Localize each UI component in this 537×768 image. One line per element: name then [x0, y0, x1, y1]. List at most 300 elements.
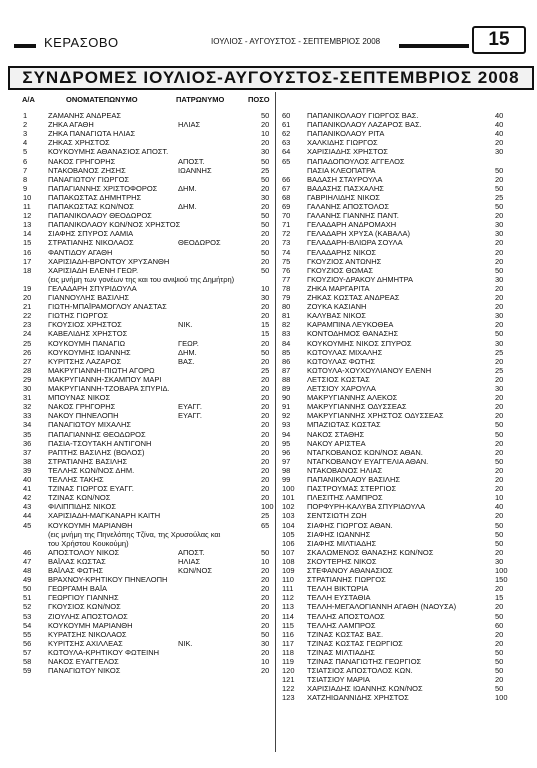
row-number: 17 — [23, 256, 32, 266]
subscription-amount: 50 — [495, 538, 504, 548]
row-number: 92 — [282, 411, 291, 421]
row-number: 43 — [23, 502, 32, 512]
subscription-amount: 10 — [261, 657, 270, 666]
row-number: 53 — [23, 611, 32, 621]
subscriber-name: ΚΩΤΟΥΛΑ-ΚΡΗΤΙΚΟΥ ΦΩΤΕΙΝΗ — [48, 647, 160, 657]
subscriber-name: ΚΩΤΟΥΛΑ-ΧΟΥΧΟΥΛΙΑΝΟΥ ΕΛΕΝΗ — [307, 365, 432, 375]
subscriber-patronym: ΕΥΑΓΓ. — [178, 402, 202, 412]
subscriber-name: ΧΑΡΙΣΙΑΔΗΣ ΙΩΑΝΝΗΣ ΚΩΝ/ΝΟΣ — [307, 684, 423, 694]
subscription-amount: 20 — [261, 311, 270, 321]
row-number: 39 — [23, 465, 32, 475]
section-title: ΣΥΝΔΡΟΜΕΣ ΙΟΥΛΙΟΣ-ΑΥΓΟΥΣΤΟΣ-ΣΕΠΤΕΜΒΡΙΟΣ 2008 — [8, 66, 534, 90]
subscription-amount: 10 — [261, 129, 270, 139]
row-number: 106 — [282, 538, 295, 548]
subscriber-name: ΣΚΑΛΩΜΕΝΟΣ ΘΑΝΑΣΗΣ ΚΩΝ/ΝΟΣ — [307, 547, 434, 557]
row-number: 81 — [282, 311, 291, 321]
row-number: 123 — [282, 693, 295, 703]
row-number: 66 — [282, 174, 291, 184]
newspaper-name: ΚΕΡΑΣΟΒΟ — [44, 35, 119, 50]
row-number: 93 — [282, 420, 291, 430]
row-number: 86 — [282, 356, 291, 366]
subscriber-name: ΒΑΪΛΑΣ ΦΩΤΗΣ — [48, 566, 104, 575]
row-number: 35 — [23, 429, 32, 439]
subscriber-name: ΤΖΙΝΑΣ ΚΩΝ/ΝΟΣ — [48, 493, 111, 503]
row-number: 55 — [23, 629, 32, 639]
subscriber-patronym: ΝΙΚ. — [178, 320, 193, 330]
row-number: 33 — [23, 411, 32, 421]
subscription-amount: 50 — [261, 629, 270, 639]
subscriber-name: ΝΑΚΟΣ ΓΡΗΓΟΡΗΣ — [48, 156, 116, 166]
subscription-amount: 30 — [495, 384, 504, 393]
subscriber-name: ΖΟΥΚΑ ΚΑΣΙΑΝΗ — [307, 302, 367, 312]
subscriber-name: ΚΩΤΟΥΛΑΣ ΦΩΤΗΣ — [307, 356, 376, 366]
subscriber-name: του Χρήστου Κουκούμη) — [48, 538, 129, 548]
subscriber-name: ΤΖΙΝΑΣ ΚΩΣΤΑΣ ΓΕΩΡΓΙΟΣ — [307, 638, 403, 648]
subscriber-name: ΝΤΑΓΚΟΒΑΝΟΣ ΚΩΝ/ΝΟΣ ΑΘΑΝ. — [307, 447, 423, 457]
subscriber-name: ΜΑΚΡΥΓΙΑΝΝΗΣ ΑΛΕΚΟΣ — [307, 393, 398, 403]
subscription-amount: 20 — [495, 138, 504, 148]
row-number: 8 — [23, 174, 28, 184]
row-number: 41 — [23, 484, 32, 494]
row-number: 65 — [282, 156, 291, 166]
row-number: 16 — [23, 247, 32, 257]
subscription-amount: 50 — [261, 111, 270, 120]
subscription-amount: 25 — [495, 365, 504, 375]
row-number: 60 — [282, 111, 291, 120]
row-number: 54 — [23, 620, 32, 630]
subscriber-patronym: ΚΩΝ/ΝΟΣ — [178, 566, 212, 575]
subscriber-name: ΠΑΠΑΝΙΚΟΛΑΟΥ ΡΙΤΑ — [307, 129, 385, 139]
row-number: 63 — [282, 138, 291, 148]
row-number: 11 — [23, 202, 31, 211]
row-number: 76 — [282, 265, 291, 275]
row-number: 77 — [282, 274, 291, 284]
subscriber-name: ΓΚΟΥΣΙΟΣ ΚΩΝ/ΝΟΣ — [48, 602, 121, 612]
subscription-amount: 30 — [495, 220, 504, 230]
row-number: 100 — [282, 484, 295, 494]
row-number: 68 — [282, 192, 291, 202]
subscription-amount: 50 — [261, 156, 270, 166]
row-number: 48 — [23, 566, 32, 575]
row-number: 108 — [282, 556, 295, 566]
column-divider — [275, 92, 276, 752]
subscription-amount: 20 — [261, 438, 270, 448]
row-number: 119 — [282, 657, 294, 666]
subscription-amount: 20 — [261, 447, 270, 457]
row-number: 6 — [23, 156, 28, 166]
subscription-amount: 50 — [261, 211, 270, 221]
subscription-amount: 20 — [495, 602, 504, 612]
subscriber-name: ΝΑΚΟΣ ΣΤΑΘΗΣ — [307, 429, 365, 439]
subscriber-name: ΠΑΠΑΓΙΑΝΝΗΣ ΘΕΟΔΩΡΟΣ — [48, 429, 146, 439]
row-number: 5 — [23, 147, 28, 157]
subscription-amount: 15 — [261, 320, 270, 330]
subscriber-name: ΜΠΟΥΝΑΣ ΝΙΚΟΣ — [48, 393, 111, 403]
subscription-amount: 10 — [495, 493, 504, 503]
subscription-amount: 50 — [495, 183, 504, 193]
subscriber-patronym: ΕΥΑΓΓ. — [178, 411, 202, 421]
subscriber-name: ΒΑΔΑΣΗΣ ΠΑΣΧΑΛΗΣ — [307, 183, 384, 193]
row-number: 109 — [282, 566, 295, 575]
row-number: 27 — [23, 356, 32, 366]
subscriber-name: ΣΕΝΤΣΙΩΤΗ ΖΩΗ — [307, 511, 367, 521]
row-number: 61 — [282, 120, 291, 130]
subscription-amount: 20 — [261, 393, 270, 403]
subscription-amount: 50 — [261, 174, 270, 184]
row-number: 56 — [23, 638, 32, 648]
subscriber-name: ΠΑΝΑΓΙΩΤΟΥ ΓΙΩΡΓΟΣ — [48, 174, 130, 184]
subscriber-name: ΚΟΥΚΟΥΜΗΣ ΑΘΑΝΑΣΙΟΣ ΑΠΟΣΤ. — [48, 147, 169, 157]
subscriber-name: ΧΑΡΙΣΙΑΔΗΣ ΧΡΗΣΤΟΣ — [307, 147, 388, 157]
row-number: 38 — [23, 456, 32, 466]
subscriber-name: ΠΑΣΙΑ-ΤΣΟΥΤΑΚΗ ΑΝΤΙΓΟΝΗ — [48, 438, 152, 448]
row-number: 90 — [282, 393, 291, 403]
row-number: 2 — [23, 120, 28, 130]
subscription-amount: 20 — [261, 338, 270, 348]
subscriber-name: ΤΖΙΝΑΣ ΓΙΩΡΓΟΣ ΕΥΑΓΓ. — [48, 484, 134, 494]
subscription-amount: 20 — [261, 256, 270, 266]
subscriber-patronym: ΑΠΟΣΤ. — [178, 547, 205, 557]
subscription-amount: 20 — [495, 320, 504, 330]
subscription-amount: 50 — [495, 456, 504, 466]
subscriber-name: ΚΑΡΑΜΠΙΝΑ ΛΕΥΚΟΘΕΑ — [307, 320, 394, 330]
subscription-amount: 50 — [495, 420, 504, 430]
subscription-amount: 20 — [495, 302, 504, 312]
row-number: 73 — [282, 238, 291, 248]
subscription-amount: 20 — [261, 374, 270, 384]
row-number: 103 — [282, 511, 295, 521]
row-number: 44 — [23, 511, 32, 521]
subscription-amount: 100 — [495, 693, 508, 703]
subscriber-name: ΒΑΔΑΣΗ ΣΤΑΥΡΟΥΛΑ — [307, 174, 383, 184]
subscription-amount: 20 — [495, 447, 504, 457]
subscription-amount: 20 — [261, 120, 270, 130]
subscriber-name: ΤΖΙΝΑΣ ΠΑΝΑΓΙΩΤΗΣ ΓΕΩΡΓΙΟΣ — [307, 657, 422, 666]
row-number: 97 — [282, 456, 291, 466]
subscription-amount: 20 — [261, 411, 270, 421]
subscriber-patronym: ΗΛΙΑΣ — [178, 556, 201, 566]
subscriber-name: ΤΕΛΛΗΣ ΚΩΝ/ΝΟΣ ΔΗΜ. — [48, 465, 135, 475]
row-number: 4 — [23, 138, 28, 148]
subscriber-patronym: ΑΠΟΣΤ. — [178, 156, 205, 166]
subscriber-name: ΚΟΥΚΟΥΜΗ ΜΑΡΙΑΝΘΗ — [48, 620, 133, 630]
subscriber-name: ΠΑΝΑΓΙΩΤΟΥ ΜΙΧΑΛΗΣ — [48, 420, 132, 430]
row-number: 12 — [23, 211, 32, 221]
subscriber-name: ΜΑΚΡΥΓΙΑΝΝΗ-ΠΙΩΤΗ ΑΓΟΡΩ — [48, 365, 155, 375]
subscriber-name: ΠΑΠΑΚΩΣΤΑΣ ΔΗΜΗΤΡΗΣ — [48, 192, 142, 202]
subscription-amount: 20 — [495, 374, 504, 384]
row-number: 114 — [282, 611, 294, 621]
row-number: 113 — [282, 602, 294, 612]
subscriber-name: ΤΣΙΑΤΣΙΟΥ ΜΑΡΙΑ — [307, 675, 370, 685]
row-number: 87 — [282, 365, 291, 375]
subscription-amount: 20 — [495, 438, 504, 448]
subscription-amount: 20 — [495, 411, 504, 421]
row-number: 64 — [282, 147, 291, 157]
subscription-amount: 20 — [261, 238, 270, 248]
subscription-amount: 50 — [261, 265, 270, 275]
row-number: 1 — [23, 111, 28, 120]
subscription-amount: 20 — [261, 465, 270, 475]
row-number: 71 — [282, 220, 291, 230]
subscriber-name: ΠΟΡΦΥΡΗ-ΚΑΛΥΒΑ ΣΠΥΡΙΔΟΥΛΑ — [307, 502, 426, 512]
subscriber-name: ΣΤΕΦΑΝΟΥ ΑΘΑΝΑΣΙΟΣ — [307, 566, 393, 575]
row-number: 104 — [282, 520, 295, 530]
row-number: 116 — [282, 629, 294, 639]
subscription-amount: 20 — [495, 629, 504, 639]
row-number: 40 — [23, 475, 32, 484]
subscriber-name: ΚΟΥΚΟΥΜΗΣ ΝΙΚΟΣ ΣΠΥΡΟΣ — [307, 338, 412, 348]
row-number: 49 — [23, 575, 32, 585]
subscription-amount: 10 — [261, 283, 270, 293]
subscription-amount: 25 — [261, 365, 270, 375]
subscriber-name: ΠΑΣΙΑ ΚΛΕΟΠΑΤΡΑ — [307, 165, 376, 175]
subscription-amount: 25 — [261, 165, 270, 175]
subscription-amount: 50 — [495, 611, 504, 621]
row-number: 98 — [282, 465, 291, 475]
subscription-amount: 20 — [495, 547, 504, 557]
subscriber-name: ΓΕΛΑΔΑΡΗ ΑΝΔΡΟΜΑΧΗ — [307, 220, 397, 230]
subscriber-name: ΚΩΤΟΥΛΑΣ ΜΙΧΑΛΗΣ — [307, 347, 383, 357]
subscription-amount: 20 — [495, 511, 504, 521]
row-number: 72 — [282, 229, 291, 239]
subscription-amount: 20 — [495, 465, 504, 475]
subscription-amount: 20 — [261, 420, 270, 430]
subscription-amount: 30 — [495, 147, 504, 157]
row-number: 19 — [23, 283, 32, 293]
subscriber-name: ΚΟΥΚΟΥΜΗ ΜΑΡΙΑΝΘΗ — [48, 520, 133, 530]
row-number: 20 — [23, 293, 32, 302]
subscription-amount: 50 — [495, 666, 504, 676]
row-number: 47 — [23, 556, 32, 566]
page-header — [14, 29, 526, 52]
row-number: 74 — [282, 247, 291, 257]
subscription-amount: 30 — [495, 311, 504, 321]
subscriber-name: ΖΗΚΑ ΠΑΝΑΓΙΩΤΑ ΗΛΙΑΣ — [48, 129, 136, 139]
row-number: 84 — [282, 338, 291, 348]
row-number: 25 — [23, 338, 32, 348]
subscription-amount: 15 — [495, 593, 504, 603]
row-number: 51 — [23, 593, 32, 603]
header-rule-right — [399, 44, 469, 48]
subscriber-name: ΓΚΟΥΖΙΟΥ-ΔΡΑΚΟΥ ΔΗΜΗΤΡΑ — [307, 274, 414, 284]
subscriber-name: ΠΑΠΑΝΙΚΟΛΑΟΥ ΓΙΩΡΓΟΣ ΒΑΣ. — [307, 111, 419, 120]
subscriber-name: (εις μνήμη των γονέων της και του ανιψιού της Δημήτρη) — [48, 274, 235, 284]
subscription-amount: 40 — [495, 120, 504, 130]
subscriber-name: ΤΕΛΛΗΣ ΛΑΜΠΡΟΣ — [307, 620, 376, 630]
row-number: 7 — [23, 165, 28, 175]
row-number: 36 — [23, 438, 32, 448]
subscription-amount: 20 — [261, 475, 270, 484]
subscriber-patronym: ΔΗΜ. — [178, 183, 197, 193]
subscriber-name: ΣΤΡΑΤΙΑΝΗΣ ΒΑΣΙΛΗΣ — [48, 456, 128, 466]
subscription-amount: 20 — [261, 384, 270, 393]
subscription-amount: 30 — [261, 638, 270, 648]
subscriber-patronym: ΒΑΣ. — [178, 356, 195, 366]
subscriber-name: ΝΤΑΚΟΒΑΝΟΣ ΖΗΣΗΣ — [48, 165, 126, 175]
subscriber-name: ΦΙΛΙΠΠΙΔΗΣ ΝΙΚΟΣ — [48, 502, 116, 512]
subscription-amount: 20 — [495, 238, 504, 248]
row-number: 59 — [23, 666, 32, 676]
subscriber-name: ΧΑΡΙΣΙΑΔΗ-ΒΡΟΝΤΟΥ ΧΡΥΣΑΝΘΗ — [48, 256, 170, 266]
subscription-amount: 20 — [495, 475, 504, 484]
subscription-amount: 50 — [495, 520, 504, 530]
row-number: 117 — [282, 638, 294, 648]
subscription-amount: 20 — [261, 229, 270, 239]
subscriber-name: ΣΤΡΑΤΙΑΝΗΣ ΝΙΚΟΛΑΟΣ — [48, 238, 134, 248]
subscriber-name: ΝΑΚΟΥ ΑΡΙΣΤΕΑ — [307, 438, 366, 448]
row-number: 57 — [23, 647, 32, 657]
row-number: 83 — [282, 329, 291, 339]
subscriber-patronym: ΝΙΚ. — [178, 638, 193, 648]
subscriber-name: ΤΕΛΛΗ ΕΥΣΤΑΘΙΑ — [307, 593, 371, 603]
row-number: 82 — [282, 320, 291, 330]
row-number: 23 — [23, 320, 32, 330]
row-number: 22 — [23, 311, 32, 321]
subscription-amount: 20 — [261, 484, 270, 494]
row-number: 21 — [23, 302, 32, 312]
row-number: 122 — [282, 684, 295, 694]
subscriber-name: ΓΚΟΥΖΙΟΣ ΘΩΜΑΣ — [307, 265, 374, 275]
subscription-amount: 50 — [495, 647, 504, 657]
row-number: 105 — [282, 529, 295, 539]
subscription-amount: 30 — [495, 274, 504, 284]
row-number: 101 — [282, 493, 295, 503]
row-number: 120 — [282, 666, 295, 676]
subscriber-name: ΣΤΡΑΤΙΑΝΗΣ ΓΙΩΡΓΟΣ — [307, 575, 386, 585]
row-number: 28 — [23, 365, 32, 375]
subscription-amount: 20 — [261, 666, 270, 676]
subscriber-name: ΜΑΚΡΥΓΙΑΝΝΗ-ΤΖΟΒΑΡΑ ΣΠΥΡΙΔ. — [48, 384, 170, 393]
subscriber-name: ΝΑΚΟΣ ΕΥΑΓΓΕΛΟΣ — [48, 657, 119, 666]
subscriber-name: ΓΕΛΑΔΑΡΗ ΧΡΥΣΑ (ΚΑΒΑΛΑ) — [307, 229, 410, 239]
row-number: 67 — [282, 183, 291, 193]
subscriber-name: ΝΤΑΓΚΟΒΑΝΟΥ ΕΥΑΓΓΕΛΙΑ ΑΘΑΝ. — [307, 456, 429, 466]
subscriber-name: ΚΥΡΙΤΣΗΣ ΑΧΙΛΛΕΑΣ — [48, 638, 123, 648]
subscription-amount: 20 — [495, 356, 504, 366]
subscriber-name: ΜΠΑΖΙΩΤΑΣ ΚΩΣΤΑΣ — [307, 420, 381, 430]
subscription-amount: 30 — [261, 293, 270, 302]
row-number: 30 — [23, 384, 32, 393]
row-number: 111 — [282, 584, 294, 594]
subscriber-patronym: ΘΕΟΔΩΡΟΣ — [178, 238, 221, 248]
row-number: 96 — [282, 447, 291, 457]
row-number: 80 — [282, 302, 291, 312]
subscription-amount: 30 — [495, 556, 504, 566]
subscription-amount: 50 — [495, 684, 504, 694]
subscriber-patronym: ΙΩΑΝΝΗΣ — [178, 165, 212, 175]
row-number: 45 — [23, 520, 32, 530]
subscriber-name: ΓΙΑΝΝΟΥΛΗΣ ΒΑΣΙΛΗΣ — [48, 293, 130, 302]
subscription-amount: 30 — [495, 338, 504, 348]
subscription-amount: 20 — [495, 675, 504, 685]
subscriber-name: ΜΑΚΡΥΓΙΑΝΝΗ-ΣΚΑΜΠΟΥ ΜΑΡΙ — [48, 374, 162, 384]
subscriber-name: ΠΛΕΣΙΤΗΣ ΛΑΜΠΡΟΣ — [307, 493, 383, 503]
subscriber-name: ΤΕΛΛΗΣ ΤΑΚΗΣ — [48, 475, 104, 484]
row-number: 70 — [282, 211, 291, 221]
subscriber-name: ΣΚΟΥΤΕΡΗΣ ΝΙΚΟΣ — [307, 556, 377, 566]
issue-date: ΙΟΥΛΙΟΣ - ΑΥΓΟΥΣΤΟΣ - ΣΕΠΤΕΜΒΡΙΟΣ 2008 — [211, 37, 381, 46]
subscriber-name: ΓΕΛΑΔΑΡΗ-ΒΛΙΩΡΑ ΣΟΥΛΑ — [307, 238, 403, 248]
row-number: 79 — [282, 293, 291, 302]
subscriber-name: ΓΑΛΑΝΗΣ ΑΠΟΣΤΟΛΟΣ — [307, 202, 389, 211]
subscription-amount: 50 — [261, 547, 270, 557]
subscription-amount: 100 — [261, 502, 274, 512]
row-number: 9 — [23, 183, 28, 193]
row-number: 88 — [282, 374, 291, 384]
subscription-amount: 20 — [261, 183, 270, 193]
subscription-amount: 40 — [495, 129, 504, 139]
subscription-amount: 150 — [495, 575, 508, 585]
subscription-amount: 20 — [495, 174, 504, 184]
subscriber-name: ΤΕΛΛΗ-ΜΕΓΑΛΟΓΙΑΝΝΗ ΑΓΑΘΗ (ΝΑΟΥΣΑ) — [307, 602, 457, 612]
subscriber-name: ΠΑΣΤΡΟΥΜΑΣ ΣΤΕΡΓΙΟΣ — [307, 484, 397, 494]
row-number: 107 — [282, 547, 295, 557]
subscription-amount: 20 — [495, 484, 504, 494]
subscription-amount: 30 — [261, 147, 270, 157]
row-number: 94 — [282, 429, 291, 439]
row-number: 91 — [282, 402, 291, 412]
subscriber-name: ΠΑΠΑΝΙΚΟΛΑΟΥ ΚΩΝ/ΝΟΣ ΧΡΗΣΤΟΣ — [48, 220, 181, 230]
subscription-amount: 25 — [495, 192, 504, 202]
row-number: 89 — [282, 384, 291, 393]
subscription-amount: 50 — [495, 657, 504, 666]
subscription-amount: 50 — [495, 265, 504, 275]
subscriber-name: ΖΗΚΑΣ ΚΩΣΤΑΣ ΑΝΔΡΕΑΣ — [307, 293, 400, 302]
subscriber-name: ΠΑΠΑΝΙΚΟΛΑΟΥ ΛΑΖΑΡΟΣ ΒΑΣ. — [307, 120, 422, 130]
subscriber-name: ΝΑΚΟΥ ΠΗΝΕΛΟΠΗ — [48, 411, 119, 421]
row-number: 69 — [282, 202, 291, 211]
subscriber-name: ΖΙΟΥΛΗΣ ΑΠΟΣΤΟΛΟΣ — [48, 611, 128, 621]
row-number: 32 — [23, 402, 32, 412]
subscriber-name: ΧΑΛΚΙΔΗΣ ΓΙΩΡΓΟΣ — [307, 138, 378, 148]
row-number: 46 — [23, 547, 32, 557]
row-number: 29 — [23, 374, 32, 384]
subscription-amount: 20 — [495, 293, 504, 302]
subscription-amount: 30 — [495, 229, 504, 239]
column-header-num: Α/Α — [22, 95, 35, 104]
subscription-amount: 10 — [261, 556, 270, 566]
subscriber-name: ΓΑΛΑΝΗΣ ΓΙΑΝΝΗΣ ΠΑΝΤ. — [307, 211, 399, 221]
subscription-amount: 20 — [261, 493, 270, 503]
subscriber-name: ΚΟΥΚΟΥΜΗ ΠΑΝΑΓΙΩ — [48, 338, 126, 348]
subscriber-patronym: ΔΗΜ. — [178, 202, 197, 211]
subscription-amount: 50 — [495, 329, 504, 339]
row-number: 15 — [23, 238, 32, 248]
row-number: 24 — [23, 329, 32, 339]
subscriber-name: ΤΖΙΝΑΣ ΜΙΛΤΙΑΔΗΣ — [307, 647, 375, 657]
subscriber-patronym: ΔΗΜ. — [178, 347, 197, 357]
column-header-name: ΟΝΟΜΑΤΕΠΩΝΥΜΟ — [66, 95, 138, 104]
subscription-amount: 20 — [261, 620, 270, 630]
subscriber-name: ΓΚΟΥΣΙΟΣ ΧΡΗΣΤΟΣ — [48, 320, 122, 330]
subscriber-name: ΧΑΡΙΣΙΑΔΗ ΕΛΕΝΗ ΓΕΩΡ. — [48, 265, 139, 275]
subscriber-name: ΖΗΚΑ ΜΑΡΓΑΡΙΤΑ — [307, 283, 370, 293]
subscription-amount: 20 — [261, 202, 270, 211]
row-number: 3 — [23, 129, 28, 139]
row-number: 102 — [282, 502, 295, 512]
subscription-amount: 20 — [495, 584, 504, 594]
subscriber-name: ΧΑΤΖΗΙΩΑΝΝΙΔΗΣ ΧΡΗΣΤΟΣ — [307, 693, 409, 703]
row-number: 50 — [23, 584, 32, 594]
subscription-amount: 20 — [261, 611, 270, 621]
subscriber-name: ΓΕΩΡΓΑΜΗ ΒΑΪΑ — [48, 584, 108, 594]
row-number: 110 — [282, 575, 294, 585]
subscriber-name: ΣΙΑΦΗΣ ΣΠΥΡΟΣ ΛΑΜΙΑ — [48, 229, 134, 239]
subscription-amount: 20 — [261, 138, 270, 148]
column-header-patronym: ΠΑΤΡΩΝΥΜΟ — [176, 95, 225, 104]
subscription-amount: 50 — [261, 247, 270, 257]
